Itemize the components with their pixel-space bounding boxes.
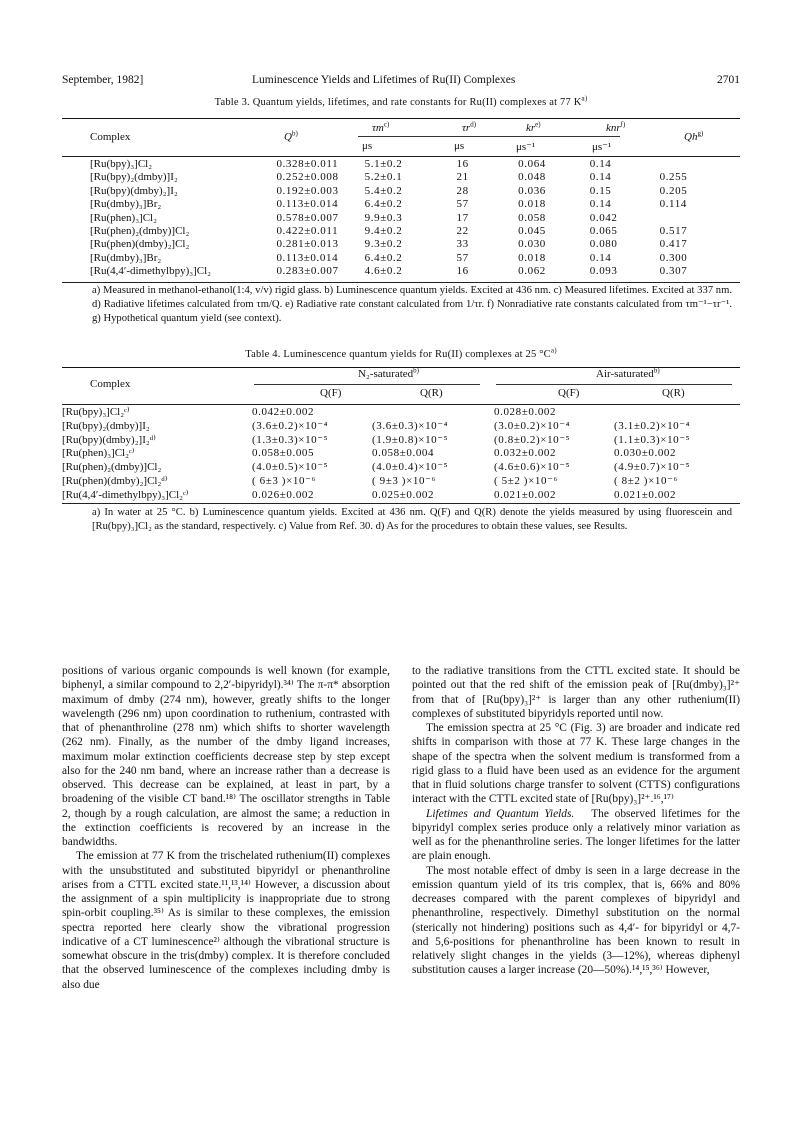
table3-row [62,265,740,278]
table3-cell: 6.4±0.2 [364,251,403,264]
table4-bottom-rule [62,503,740,504]
table4-head-n2 [358,368,419,380]
section-heading: Lifetimes and Quantum Yields. [426,807,575,820]
table3-head-taum-sup: c) [383,120,390,129]
table3-head-knr-sup: f) [620,120,626,129]
table3-cell: 0.14 [589,171,612,184]
table4-cell: (4.6±0.6)×10⁻⁵ [494,461,571,474]
table3-row [62,158,740,171]
table3-cell: 0.018 [518,251,546,264]
table4-cell: ( 9±3 )×10⁻⁶ [372,474,436,487]
table3-head-taum-label: τm [372,122,384,134]
table3-head-subrule [358,136,620,137]
table4-row [62,461,740,475]
table4-footnote: a) In water at 25 °C. b) Luminescence quantum yields. Excited at 436 nm. Q(F) and Q(R) denote the yields measured by using fluorescein and [Ru(bpy)₃]Cl₂ as the standard, respectively. c) Value from Ref. 30. d) As for the procedures to obtain these values, see Results. [92,507,732,533]
table3-body [62,158,740,279]
table3-cell: 0.058 [518,211,546,224]
table3-cell: 0.018 [518,198,546,211]
table4-body [62,406,740,503]
table4-cell: ( 8±2 )×10⁻⁶ [614,474,678,487]
table3-cell: 16 [456,265,469,278]
table3-cell: 0.030 [518,238,546,251]
table3-cell: 0.113±0.014 [276,251,339,264]
body-paragraph [412,807,740,864]
table3-complex-cell: [Ru(4,4′-dimethylbpy)₃]Cl₂ [90,265,211,278]
table3-top-rule [62,118,740,119]
table4-head-n2-qr: Q(R) [420,387,443,399]
table3-caption [62,94,740,108]
table4-cell: 0.058±0.005 [252,447,315,460]
table4-cell: (4.0±0.4)×10⁻⁵ [372,461,449,474]
table3-complex-cell: [Ru(phen)(dmby)₂]Cl₂ [90,238,190,251]
table3-head-rule [62,156,740,157]
table3-head-q [284,131,298,143]
table4-head-air-qr: Q(R) [662,387,685,399]
table3-head-kr-sup: e) [535,120,541,129]
table3-cell: 0.14 [589,198,612,211]
table3-row [62,212,740,225]
table3-row [62,198,740,211]
table4-cell: ( 5±2 )×10⁻⁶ [494,474,558,487]
table3-cell: 0.15 [589,184,612,197]
table3-cell: 5.1±0.2 [364,158,403,170]
table3-cell: 57 [456,251,469,264]
header-date: September, 1982] [62,74,144,86]
table3-cell: 0.065 [589,225,618,238]
table4-complex-cell: [Ru(bpy)₃]Cl₂ᶜ⁾ [62,406,130,418]
table4-caption-sup: a) [550,346,557,355]
table4-row [62,447,740,461]
table3-unit-kr: μs⁻¹ [516,141,536,153]
table3-row [62,252,740,265]
table4-cell: (3.6±0.2)×10⁻⁴ [252,419,329,432]
table3-complex-cell: [Ru(bpy)(dmby)₂]I₂ [90,184,178,197]
table3-head-qh-sup: g) [697,129,704,138]
table3-cell: 0.192±0.003 [276,184,339,197]
table3-caption-text: Table 3. Quantum yields, lifetimes, and rate constants for Ru(II) complexes at 77 K [214,97,582,108]
table3-head-kr-label: kr [526,122,536,134]
table3-footnote: a) Measured in methanol-ethanol(1:4, v/v) rigid glass. b) Luminescence quantum yields. Excited at 436 nm. c) Measured lifetimes. Excited at 337 nm. d) Radiative lifetimes calculated from τm/Q. e) Radiative rate constant calculated from 1/τr. f) Nonradiative rate constants calculated from τm⁻¹−τr⁻¹. g) Hypothetical quantum yield (see context). [92,285,732,325]
table3-row [62,238,740,251]
table4-cell: (4.9±0.7)×10⁻⁵ [614,461,691,474]
table4-head-complex: Complex [90,378,131,390]
table3-row [62,225,740,238]
table4-head-n2-label: N₂-saturated [358,368,414,380]
table3-cell: 0.281±0.013 [276,238,339,251]
table4-cell: 0.021±0.002 [614,488,677,501]
table4-cell: 0.058±0.004 [372,447,435,460]
table3-caption-sup: a) [581,94,588,103]
table3-cell: 0.517 [659,225,688,238]
table4-cell: (3.1±0.2)×10⁻⁴ [614,419,691,432]
table3-unit-taum: μs [362,140,373,152]
table4-complex-cell: [Ru(phen)(dmby)₂]Cl₂ᵈ⁾ [62,474,168,487]
table3-complex-cell: [Ru(bpy)₃]Cl₂ [90,158,153,170]
table3-cell: 0.205 [659,184,688,197]
table3-cell: 0.252±0.008 [276,171,339,184]
table4-cell: (3.0±0.2)×10⁻⁴ [494,419,571,432]
table3-cell: 0.036 [518,184,546,197]
table4-complex-cell: [Ru(bpy)(dmby)₂]I₂ᵈ⁾ [62,433,156,446]
table3-head-q-sup: b) [291,129,298,138]
table4-cell: 0.028±0.002 [494,406,557,418]
table3-cell: 0.080 [589,238,618,251]
table3-complex-cell: [Ru(phen)₃]Cl₂ [90,211,157,224]
table4-cell: (1.9±0.8)×10⁻⁵ [372,433,449,446]
body-paragraph: The most notable effect of dmby is seen in a large decrease in the emission quantum yield of its tris complex, that is, 66% and 80% decreases compared with the parent complexes of bipyridyl and phenanthroline, respectively. Dimethyl substitution on the normal (sterically not hindering) positions such as 4,4′- for bipyridyl or 4,7- and 5,6-positions for phenanthroline has been known to result in relatively slight changes in the yields (3—12%), whereas diphenyl substitution causes a larger increase (20—50%).¹⁴,¹⁵,³⁶⁾ However, [412,864,740,977]
table4-caption [62,346,740,360]
table4-cell: (3.6±0.3)×10⁻⁴ [372,419,449,432]
table3-cell: 9.9±0.3 [364,211,403,224]
table3-cell: 0.048 [518,171,546,184]
table3-complex-cell: [Ru(dmby)₃]Br₂ [90,198,162,211]
table4-cell: (0.8±0.2)×10⁻⁵ [494,433,571,446]
body-paragraph: to the radiative transitions from the CTTL excited state. It should be pointed out that the red shift of the emission peak of [Ru(dmby)₃]²⁺ from that of [Ru(bpy)₃]²⁺ is larger than any other ruthenium(II) complexes of substituted bipyridyls reported until now. [412,665,740,720]
table3-head-qh-label: Qh [684,131,698,143]
table3-cell: 0.14 [589,251,612,264]
table4-caption-text: Table 4. Luminescence quantum yields for Ru(II) complexes at 25 °C [245,349,551,360]
table3-head-knr-label: knr [606,122,621,134]
table4-cell [372,406,494,420]
table3-head-kr [526,122,541,134]
table4-n2-rule [254,384,480,385]
table4-cell: 0.042±0.002 [252,406,315,418]
table4-cell: (4.0±0.5)×10⁻⁵ [252,461,329,474]
table3-head-complex: Complex [90,131,131,143]
table4-row [62,420,740,434]
table4-cell [614,406,740,420]
body-right-column [412,664,740,978]
header-title: Luminescence Yields and Lifetimes of Ru(II) Complexes [252,74,516,86]
table4-complex-cell: [Ru(phen)₃]Cl₂ᶜ⁾ [62,447,135,460]
table3-cell: 21 [456,171,469,184]
table4-head-n2-qf: Q(F) [320,387,342,399]
table3-cell: 0.307 [659,265,688,278]
table4-complex-cell: [Ru(bpy)₂(dmby)]I₂ [62,419,150,432]
table3-cell: 0.093 [589,265,618,278]
table4-cell: 0.026±0.002 [252,488,315,501]
table3-cell: 9.4±0.2 [364,225,403,238]
table3-complex-cell: [Ru(phen)₂(dmby)]Cl₂ [90,225,190,238]
table3-cell: 33 [456,238,469,251]
table4-head-air-label: Air-saturated [596,368,654,380]
table3-cell: 9.3±0.2 [364,238,403,251]
table3-cell: 22 [456,225,469,238]
table4-complex-cell: [Ru(phen)₂(dmby)]Cl₂ [62,461,162,474]
table4-cell: ( 6±3 )×10⁻⁶ [252,474,316,487]
table3-cell: 0.417 [659,238,688,251]
table3-head-taur [462,122,476,134]
body-paragraph-text: The observed lifetimes for the bipyridyl complex series produce only a relatively minor variation as well as for the phenanthroline series. The longer lifetimes for the latter are plain enough. [412,807,740,863]
table4-cell: (1.1±0.3)×10⁻⁵ [614,433,691,446]
table3-cell: 0.578±0.007 [276,211,339,224]
table3-cell: 0.255 [659,171,688,184]
table4-air-rule [496,384,732,385]
table3-cell: 0.14 [589,158,612,170]
table3-complex-cell: [Ru(dmby)₃]Br₂ [90,251,162,264]
table3-cell: 0.114 [659,198,687,211]
body-paragraph: The emission spectra at 25 °C (Fig. 3) are broader and indicate red shifts in comparison with those at 77 K. These large changes in the shape of the spectra when the solvent medium is transformed from a rigid glass to a fluid have been used as an evidence for the argument that in fluid solutions charge transfer to solvent (CTTS) configurations interact with the CTTL excited state of [Ru(bpy)₃]²⁺.¹⁶,¹⁷⁾ [412,722,740,806]
table3-cell: 6.4±0.2 [364,198,403,211]
table3-cell: 0.064 [518,158,546,170]
table3-cell: 0.328±0.011 [276,158,339,170]
table3-cell: 4.6±0.2 [364,265,403,278]
table3-cell: 5.4±0.2 [364,184,403,197]
table3-cell: 0.422±0.011 [276,225,339,238]
table3-bottom-rule [62,282,740,283]
table3-unit-knr: μs⁻¹ [592,141,612,153]
body-left-column [62,664,390,992]
table4-head-air-sup: b) [653,366,660,375]
table3-row [62,185,740,198]
table3-cell: 0.062 [518,265,546,278]
table3-cell: 16 [456,158,469,170]
body-paragraph: positions of various organic compounds is well known (for example, biphenyl, a similar compound to 2,2′-bipyridyl).³⁴⁾ The π-π* absorption maximum of dmby (274 nm), however, greatly shifts to the longer wavelength (296 nm) upon coordination to ruthenium, contrasted with that of phenanthroline (278 nm) which shifts to shorter wavelength (262 nm). Finally, as the number of the dmby ligand increases, maximum molar extinction coefficients decrease step by step except also for the 240 nm band, where an increase rather than a decrease is observed. This decrease can be explained, at least in part, by a broadening of the visible CT band.¹⁸⁾ The oscillator strengths in Table 2, though by a rough calculation, are almost the same; a reduction in the extinction coefficients is recovered by an increase in the bandwidths. [62,665,390,848]
table3-cell: 0.113±0.014 [276,198,339,211]
table3-head-knr [606,122,625,134]
table3-cell: 17 [456,211,469,224]
page-number: 2701 [717,74,740,86]
table3-cell [660,158,740,171]
table4-cell: 0.032±0.002 [494,447,557,460]
table3-unit-taur: μs [454,140,465,152]
table3-cell: 0.045 [518,225,546,238]
table4-head-air [596,368,660,380]
table3-head-taum [372,122,389,134]
table3-cell: 0.042 [589,211,618,224]
table4-cell: 0.025±0.002 [372,488,435,501]
table3-cell [660,212,740,225]
table4-head-n2-sup: b) [413,366,419,375]
table4-cell: (1.3±0.3)×10⁻⁵ [252,433,329,446]
table4-row [62,475,740,489]
table4-complex-cell: [Ru(4,4′-dimethylbpy)₃]Cl₂ᶜ⁾ [62,488,189,501]
table4-row [62,489,740,503]
table4-row [62,434,740,448]
table3-head-taur-label: τr [462,122,471,134]
table3-cell: 57 [456,198,469,211]
table4-head-rule [62,404,740,405]
table3-cell: 5.2±0.1 [364,171,403,184]
table3-head-taur-sup: d) [470,120,477,129]
table3-cell: 28 [456,184,469,197]
table3-cell: 0.300 [659,251,688,264]
table4-row [62,406,740,420]
table3-complex-cell: [Ru(bpy)₂(dmby)]I₂ [90,171,178,184]
table3-head-q-label: Q [284,131,292,143]
table4-cell: 0.030±0.002 [614,447,677,460]
table3-head-qh [684,131,703,143]
table3-row [62,171,740,184]
table4-cell: 0.021±0.002 [494,488,557,501]
table4-head-air-qf: Q(F) [558,387,580,399]
table3-cell: 0.283±0.007 [276,265,339,278]
body-paragraph: The emission at 77 K from the trischelated ruthenium(II) complexes with the unsubstituted and substituted bipyridyl or phenanthroline arises from a CTTL excited state.¹¹,¹³,¹⁴⁾ However, a discussion about the assignment of a spin multiplicity is inappropriate due to strong spin-orbit coupling.³⁵⁾ As is similar to these complexes, the emission spectra reported here clearly show the vibrational progression indicative of a CT luminescence²⁾ although the vibrational structure is somewhat obscure in the tris(dmby) complex. It is therefore concluded that the observed luminescence of the complexes including dmby is also due [62,850,390,991]
